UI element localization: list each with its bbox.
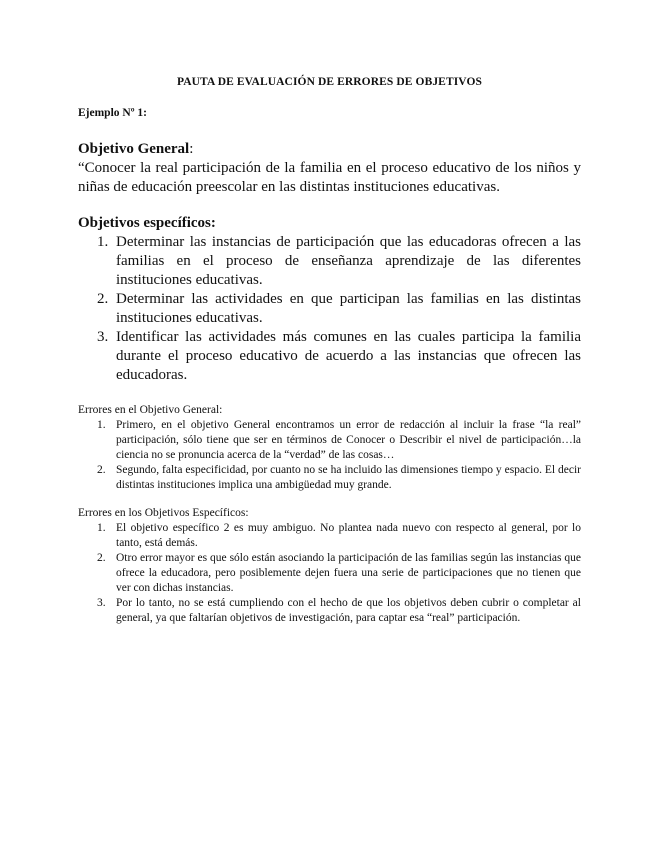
list-item-number: 1. <box>97 522 106 534</box>
list-item-text: Identificar las actividades más comunes en las cuales participa la familia durante el proceso educativo de acuerdo a las instancias que ofrecen las educadoras. <box>116 329 581 383</box>
list-item <box>78 418 581 463</box>
errors-general-heading: Errores en el Objetivo General: <box>78 404 223 416</box>
list-item-text: Determinar las actividades en que participan las familias en las distintas instituciones educativas. <box>116 291 581 326</box>
list-item-text: Primero, en el objetivo General encontramos un error de redacción al incluir la frase “la real” participación, sólo tiene que ser en términos de Conocer o Describir el nivel de participación…la ciencia no se pronuncia acerca de la “verdad” de las cosas… <box>116 419 581 461</box>
general-objective-colon: : <box>189 141 194 157</box>
errors-specific-heading: Errores en los Objetivos Específicos: <box>78 507 249 519</box>
list-item-number: 2. <box>97 552 106 564</box>
list-item-number: 3. <box>97 329 109 345</box>
list-item-text: Otro error mayor es que sólo están asociando la participación de las familias según las instancias que ofrece la educadora, pero posiblemente dejen fuera una serie de participaciones que no tienen que ver con dichas instancias. <box>116 552 581 594</box>
list-item <box>78 551 581 596</box>
list-item-text: Segundo, falta especificidad, por cuanto no se ha incluido las dimensiones tiempo y espacio. El decir distintas instituciones implica una ambigüedad muy grande. <box>116 464 581 491</box>
list-item <box>78 290 581 328</box>
list-item-text: Determinar las instancias de participación que las educadoras ofrecen a las familias en el proceso de enseñanza aprendizaje de las diferentes instituciones educativas. <box>116 234 581 288</box>
list-item <box>78 328 581 385</box>
specific-objectives-heading: Objetivos específicos: <box>78 215 216 231</box>
document-title: PAUTA DE EVALUACIÓN DE ERRORES DE OBJETIVOS <box>176 76 483 88</box>
errors-general-list <box>78 418 581 493</box>
errors-specific-list <box>78 521 581 626</box>
list-item <box>78 233 581 290</box>
list-item-text: Por lo tanto, no se está cumpliendo con el hecho de que los objetivos deben cubrir o completar al general, ya que faltarían objetivos de investigación, para captar esa “real” participación. <box>116 597 581 624</box>
list-item-text: El objetivo específico 2 es muy ambiguo. No plantea nada nuevo con respecto al general, por lo tanto, está demás. <box>116 522 581 549</box>
list-item-number: 2. <box>97 291 109 307</box>
list-item <box>78 521 581 551</box>
list-item-number: 1. <box>97 234 109 250</box>
general-objective-label: Objetivo General <box>78 141 190 157</box>
list-item <box>78 596 581 626</box>
list-item-number: 1. <box>97 419 106 431</box>
specific-objectives-list <box>78 233 581 385</box>
general-objective-text: “Conocer la real participación de la familia en el proceso educativo de los niños y niñas de educación preescolar en las distintas instituciones educativas. <box>78 160 581 195</box>
general-objective-section <box>78 140 581 197</box>
example-label: Ejemplo Nº 1: <box>78 107 147 119</box>
list-item-number: 3. <box>97 597 106 609</box>
list-item-number: 2. <box>97 464 106 476</box>
list-item <box>78 463 581 493</box>
